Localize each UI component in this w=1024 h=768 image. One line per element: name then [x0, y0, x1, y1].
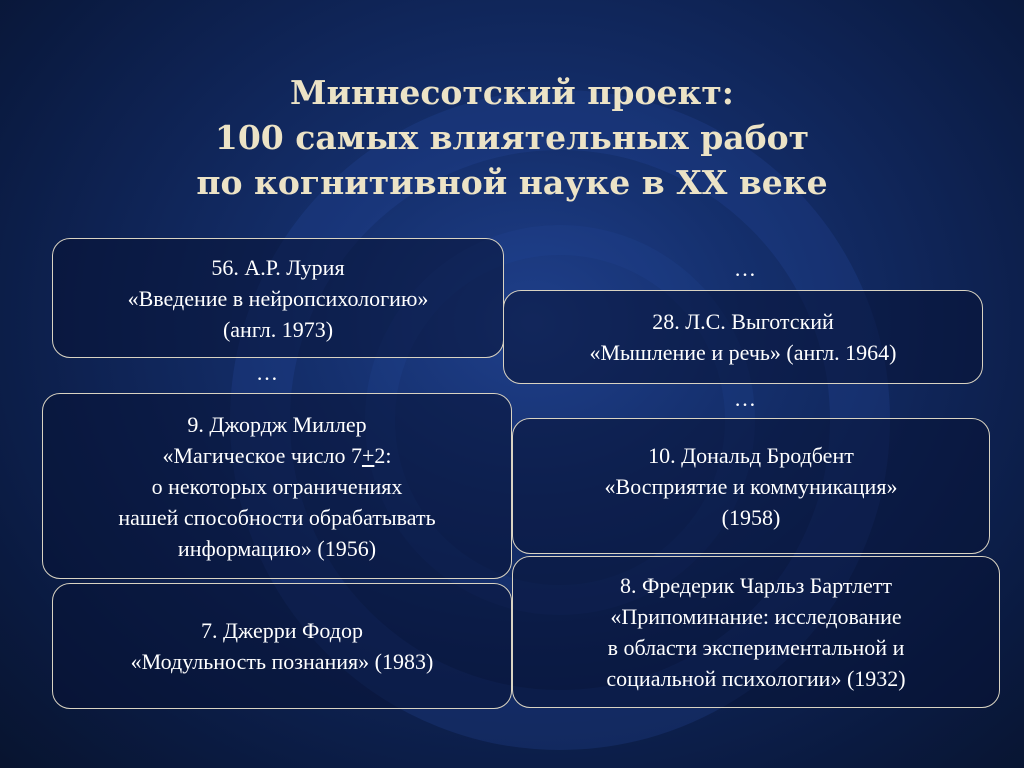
miller-work-title-line-2: о некоторых ограничениях [151, 473, 403, 499]
title-line-2: 100 самых влиятельных работ [214, 118, 810, 157]
bartlett-work-title-line-3: социальной психологии» (1932) [606, 666, 906, 691]
card-fodor [52, 583, 512, 709]
bartlett-rank-author: 8. Фредерик Чарльз Бартлетт [620, 573, 892, 598]
miller-work-title-line-4: информацию» (1956) [177, 535, 377, 561]
title-line-1: Миннесотский проект: [290, 73, 734, 112]
luria-rank-author: 56. А.Р. Лурия [211, 254, 345, 280]
bartlett-work-title-line-1: «Припоминание: исследование [610, 604, 902, 629]
miller-rank-author: 9. Джордж Миллер [187, 411, 367, 437]
card-bartlett [512, 556, 1000, 708]
luria-work-title: «Введение в нейропсихологию» [127, 285, 429, 311]
fodor-rank-author: 7. Джерри Фодор [201, 618, 363, 643]
broadbent-year: (1958) [721, 504, 781, 530]
title-line-3: по когнитивной науке в XX веке [196, 163, 828, 202]
card-broadbent [512, 418, 990, 554]
luria-year: (англ. 1973) [222, 316, 334, 342]
card-vygotsky [503, 290, 983, 384]
miller-work-title-line-1: «Магическое число 7+2: [162, 442, 392, 468]
fodor-work-title: «Модульность познания» (1983) [130, 649, 434, 674]
miller-work-title-line-3: нашей способности обрабатывать [118, 504, 436, 530]
vygotsky-rank-author: 28. Л.С. Выготский [652, 309, 834, 334]
card-miller [42, 393, 512, 579]
broadbent-work-title: «Восприятие и коммуникация» [604, 473, 898, 499]
bartlett-work-title-line-2: в области экспериментальной и [607, 635, 905, 660]
page-title [0, 70, 1024, 205]
ellipsis-right-middle: … [734, 386, 756, 411]
ellipsis-left: … [256, 360, 278, 385]
card-luria [52, 238, 504, 358]
vygotsky-work-title: «Мышление и речь» (англ. 1964) [589, 340, 897, 365]
broadbent-rank-author: 10. Дональд Бродбент [648, 442, 854, 468]
ellipsis-right-top: … [734, 256, 756, 281]
